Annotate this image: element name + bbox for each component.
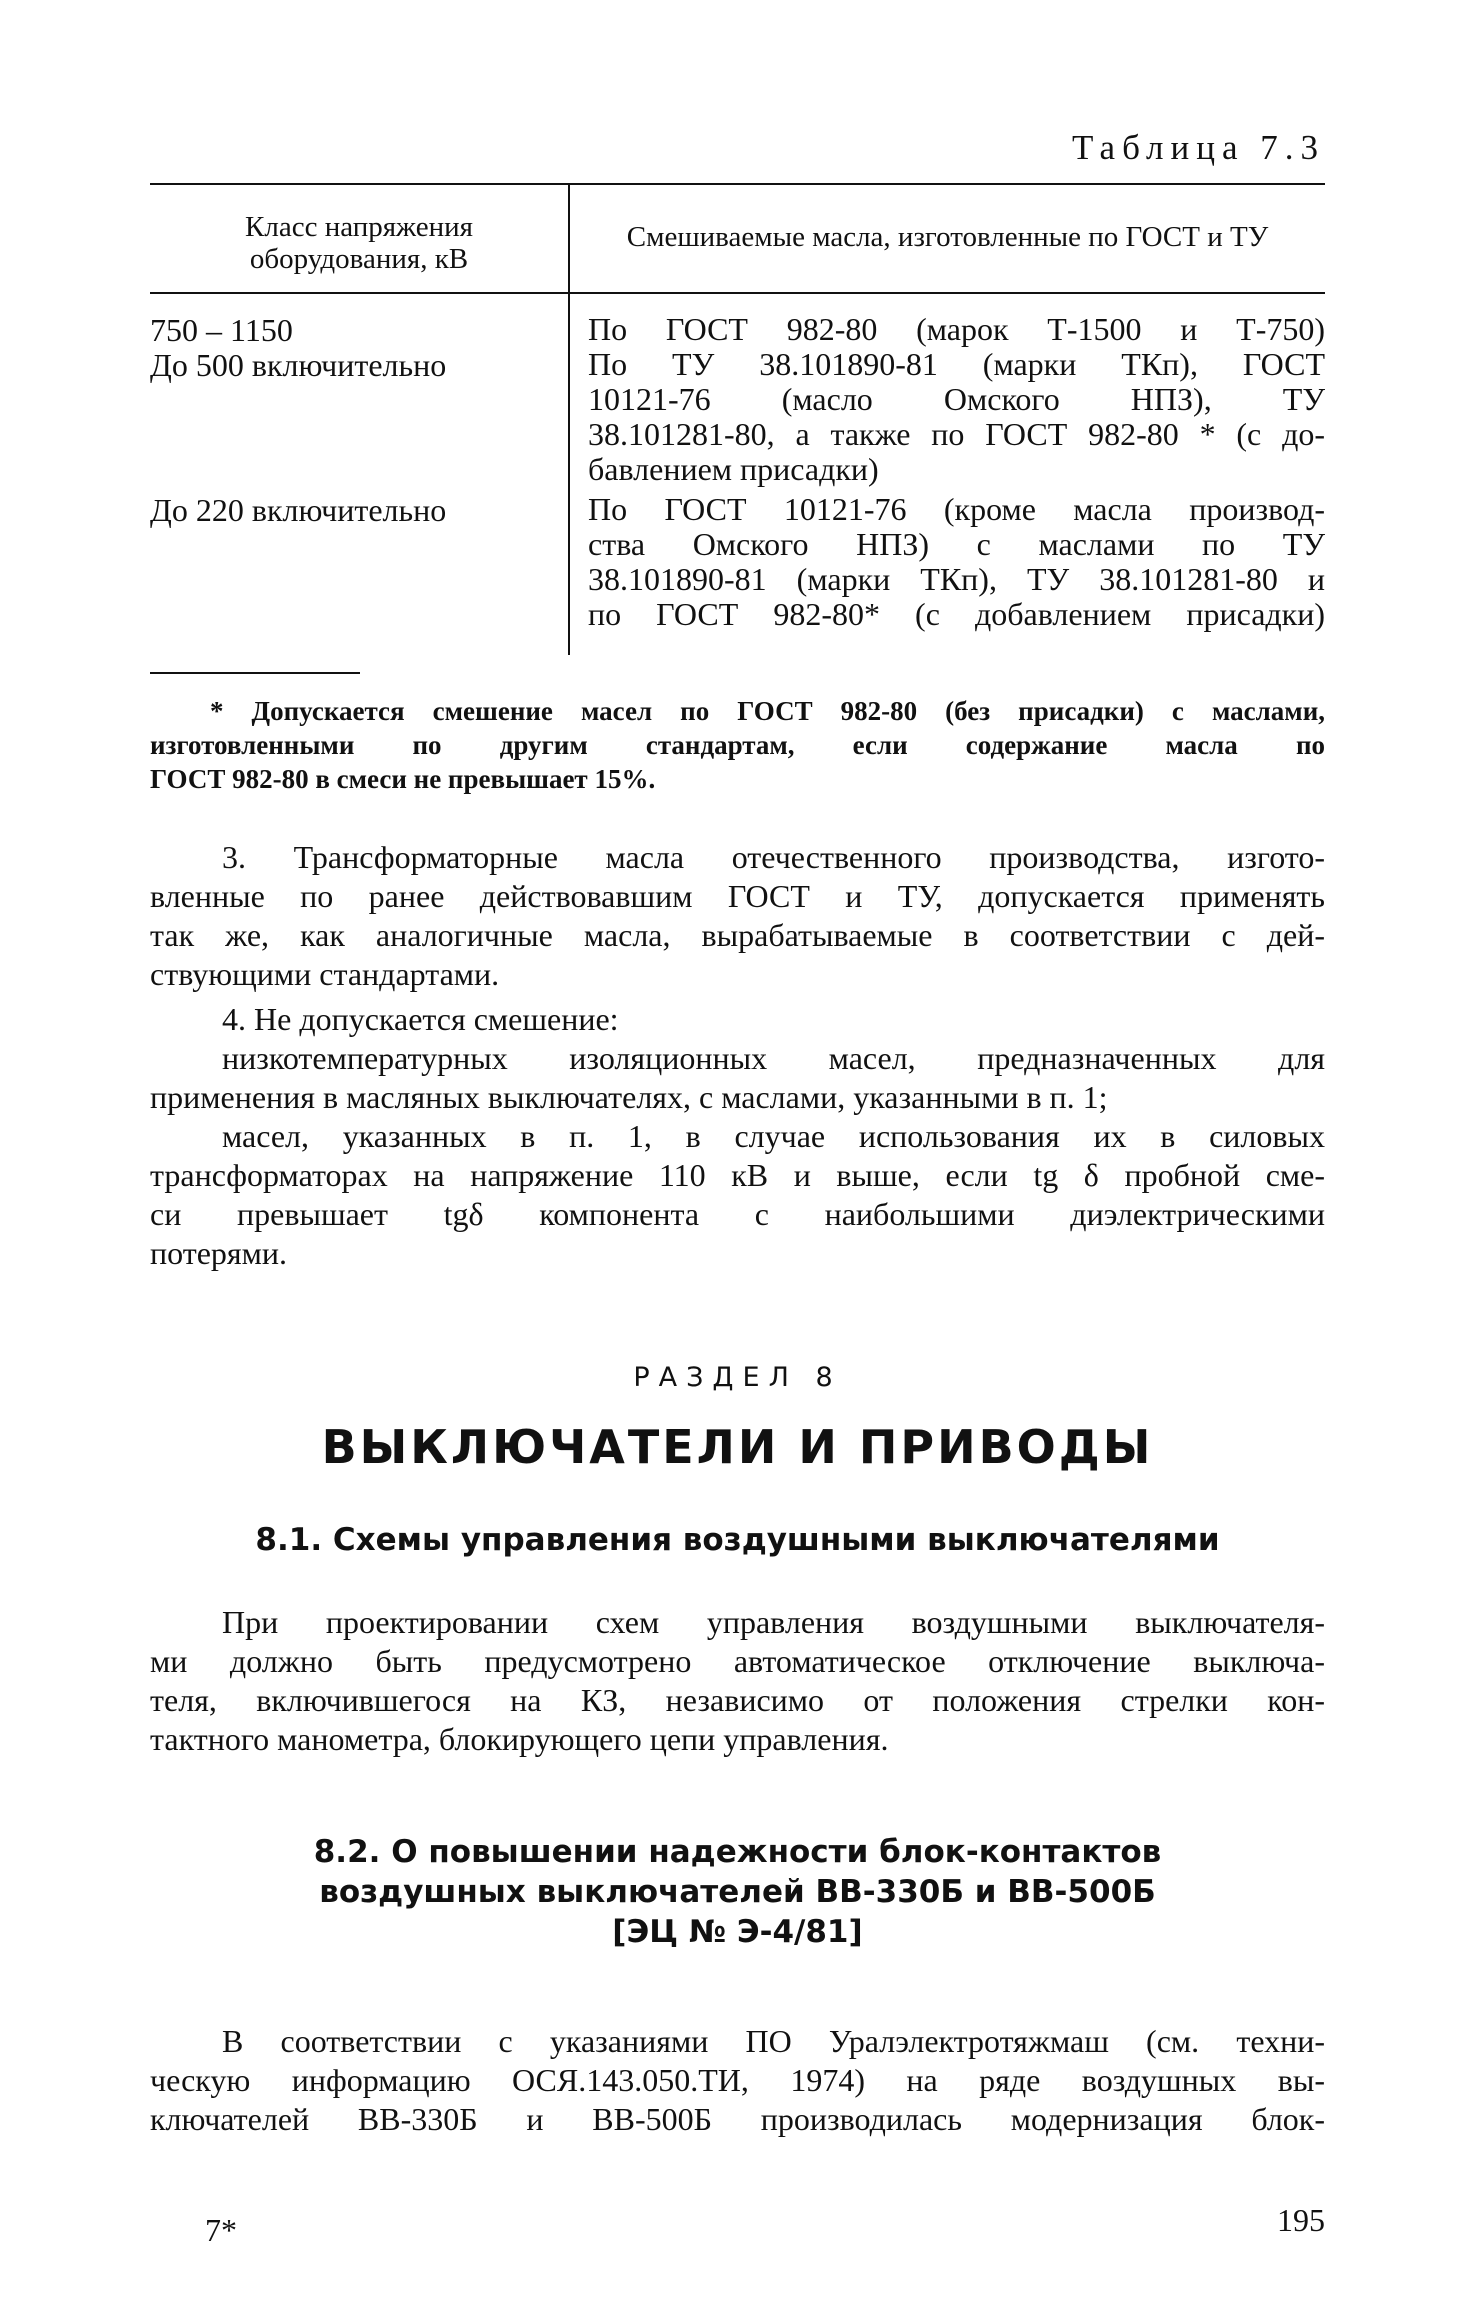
table-column-divider <box>568 185 570 655</box>
subsection-8-2-text <box>150 2022 1325 2139</box>
section-title: ВЫКЛЮЧАТЕЛИ И ПРИВОДЫ <box>321 1420 1154 1474</box>
footnote-line: изготовленными по другим стандартам, если содержание масла по <box>150 730 1325 760</box>
heading-line: воздушных выключателей ВВ-330Б и ВВ-500Б <box>319 1874 1156 1910</box>
table-caption: Таблица 7.3 <box>1072 128 1325 167</box>
cell-line: По ГОСТ 10121-76 (кроме масла производ- <box>588 491 1325 527</box>
signature-mark: 7* <box>205 2212 237 2248</box>
text-line: масел, указанных в п. 1, в случае использования их в силовых <box>222 1118 1325 1154</box>
cell-line: По ТУ 38.101890-81 (марки ТКп), ГОСТ <box>588 346 1325 382</box>
cell-line: бавлением присадки) <box>588 451 879 487</box>
text-line: низкотемпературных изоляционных масел, предназначенных для <box>222 1040 1325 1076</box>
cell-line: По ГОСТ 982-80 (марок Т-1500 и Т-750) <box>588 311 1325 347</box>
footnote-rule <box>150 672 360 674</box>
table-cell-voltage: 750 – 1150 <box>150 312 293 348</box>
text-line: применения в масляных выключателях, с маслами, указанными в п. 1; <box>150 1079 1108 1115</box>
text-line: ми должно быть предусмотрено автоматическое отключение выключа- <box>150 1643 1325 1679</box>
cell-line: 10121-76 (масло Омского НПЗ), ТУ <box>588 381 1325 417</box>
table-cell-oils <box>588 312 1325 347</box>
text-line: вленные по ранее действовавшим ГОСТ и ТУ, допускается применять <box>150 878 1325 914</box>
text-line: ключателей ВВ-330Б и ВВ-500Б производилась модернизация блок- <box>150 2101 1325 2137</box>
heading-line: 8.2. О повышении надежности блок-контактов <box>313 1834 1162 1870</box>
text-line: так же, как аналогичные масла, вырабатываемые в соответствии с дей- <box>150 917 1325 953</box>
table-cell-voltage: До 220 включительно <box>150 492 447 528</box>
text-line: В соответствии с указаниями ПО Уралэлектротяжмаш (см. техни- <box>222 2023 1325 2059</box>
table-cell-oils <box>588 492 1325 632</box>
section-label: РАЗДЕЛ 8 <box>633 1362 842 1393</box>
table-header-voltage-class <box>150 211 568 275</box>
table-footnote <box>150 694 1325 796</box>
subsection-8-2-heading <box>150 1832 1325 1952</box>
text-line: теля, включившегося на КЗ, независимо от положения стрелки кон- <box>150 1682 1325 1718</box>
footnote-line: ГОСТ 982-80 в смеси не превышает 15%. <box>150 764 656 794</box>
table-header-mixed-oils: Смешиваемые масла, изготовленные по ГОСТ и ТУ <box>626 221 1269 253</box>
subsection-8-1-text <box>150 1603 1325 1759</box>
book-page <box>150 0 1325 2303</box>
table-cell-oils <box>588 347 1325 487</box>
table-header-rule <box>150 292 1325 294</box>
text-line: тактного манометра, блокирующего цепи управления. <box>150 1721 889 1757</box>
text-line: потерями. <box>150 1235 287 1271</box>
header-line: оборудования, кВ <box>249 243 469 275</box>
text-line: ствующими стандартами. <box>150 956 500 992</box>
text-line: 3. Трансформаторные масла отечественного производства, изгото- <box>222 839 1325 875</box>
cell-line: 38.101890-81 (марки ТКп), ТУ 38.101281-80 и <box>588 561 1325 597</box>
cell-line: ства Омского НПЗ) с маслами по ТУ <box>588 526 1325 562</box>
text-line: трансформаторах на напряжение 110 кВ и выше, если tg δ пробной сме- <box>150 1157 1325 1193</box>
page-number: 195 <box>1277 2202 1325 2238</box>
text-line: си превышает tgδ компонента с наибольшими диэлектрическими <box>150 1196 1325 1232</box>
text-line: ческую информацию ОСЯ.143.050.ТИ, 1974) на ряде воздушных вы- <box>150 2062 1325 2098</box>
text-line: 4. Не допускается смешение: <box>222 1001 619 1037</box>
subsection-8-1-heading: 8.1. Схемы управления воздушными выключателями <box>255 1522 1220 1558</box>
text-line: При проектировании схем управления воздушными выключателя- <box>222 1604 1325 1640</box>
cell-line: по ГОСТ 982-80* (с добавлением присадки) <box>588 596 1325 632</box>
cell-line: 38.101281-80, а также по ГОСТ 982-80 * (с до- <box>588 416 1325 452</box>
heading-line: [ЭЦ № Э-4/81] <box>612 1914 863 1950</box>
footnote-line: * Допускается смешение масел по ГОСТ 982-80 (без присадки) с маслами, <box>210 696 1325 726</box>
paragraph-3 <box>150 838 1325 994</box>
oil-mixing-table <box>150 183 1325 655</box>
header-line: Класс напряжения <box>245 211 473 243</box>
paragraph-4 <box>150 1000 1325 1273</box>
table-cell-voltage: До 500 включительно <box>150 347 447 383</box>
